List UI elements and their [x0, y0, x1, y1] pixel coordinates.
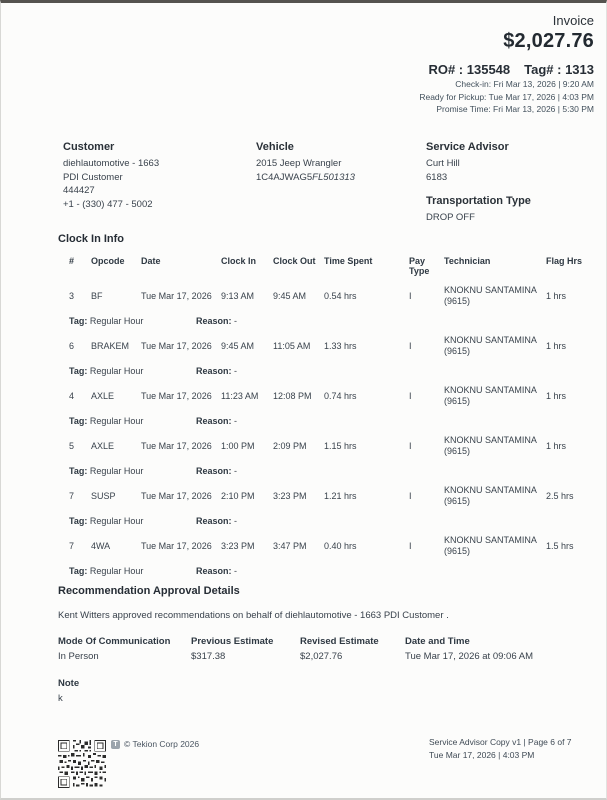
row-num: 7: [69, 491, 75, 501]
row-num: 6: [69, 341, 75, 351]
row-clock-in: 11:23 AM: [221, 391, 259, 401]
row-tag-line: Tag: Regular Hour Reason: -: [69, 466, 238, 476]
approval-col-header-mode: Mode Of Communication: [58, 636, 171, 647]
row-clock-in: 9:45 AM: [221, 341, 255, 351]
customer-id: 444427: [63, 185, 95, 196]
row-clock-out: 9:45 AM: [273, 291, 307, 301]
col-header-time-spent: Time Spent: [324, 256, 373, 266]
row-clock-in: 3:23 PM: [221, 541, 255, 551]
row-pay-type: I: [409, 391, 412, 401]
row-clock-out: 3:23 PM: [273, 491, 307, 501]
row-flag-hrs: 1.5 hrs: [546, 541, 574, 551]
approval-title: Recommendation Approval Details: [58, 585, 240, 597]
row-pay-type: I: [409, 341, 412, 351]
transportation-type-value: DROP OFF: [426, 212, 475, 223]
row-opcode: 4WA: [91, 541, 111, 551]
approval-col-header-prev: Previous Estimate: [191, 636, 274, 647]
row-clock-out: 3:47 PM: [273, 541, 307, 551]
customer-block: [63, 140, 243, 211]
customer-phone: +1 - (330) 477 - 5002: [63, 198, 153, 210]
note-label: Note: [58, 678, 80, 689]
clock-in-info-title: Clock In Info: [58, 233, 124, 245]
row-technician: KNOKNU SANTAMINA (9615): [444, 435, 537, 456]
invoice-header: [419, 12, 594, 116]
copy-version-page: Service Advisor Copy v1 | Page 6 of 7: [429, 737, 572, 747]
ro-tag-line: [419, 62, 594, 78]
row-time-spent: 0.74 hrs: [324, 391, 357, 401]
row-date: Tue Mar 17, 2026: [141, 441, 212, 451]
invoice-label: Invoice: [552, 13, 594, 28]
qr-code: [58, 740, 106, 788]
col-header-opcode: Opcode: [91, 256, 125, 266]
service-advisor-block: [426, 140, 596, 225]
col-header-clock-in: Clock In: [221, 256, 257, 266]
approval-revised-estimate: $2,027.76: [300, 651, 343, 662]
row-opcode: BRAKEM: [91, 341, 130, 351]
approval-datetime-value: Tue Mar 17, 2026 at 09:06 AM: [405, 651, 533, 662]
col-header-clock-out: Clock Out: [273, 256, 316, 266]
row-date: Tue Mar 17, 2026: [141, 491, 212, 501]
row-clock-in: 1:00 PM: [221, 441, 255, 451]
clock-in-table-header: [58, 256, 596, 276]
clock-in-row: [58, 476, 596, 526]
transportation-type-title: Transportation Type: [426, 195, 531, 207]
row-technician: KNOKNU SANTAMINA (9615): [444, 535, 537, 556]
row-time-spent: 1.15 hrs: [324, 441, 357, 451]
row-date: Tue Mar 17, 2026: [141, 341, 212, 351]
col-header-technician: Technician: [444, 256, 491, 266]
col-header-pay-type: Pay Type: [409, 256, 430, 276]
customer-name2: PDI Customer: [63, 171, 123, 183]
row-clock-out: 12:08 PM: [273, 391, 312, 401]
row-clock-in: 2:10 PM: [221, 491, 255, 501]
row-flag-hrs: 1 hrs: [546, 341, 567, 351]
printed-datetime: Tue Mar 17, 2026 | 4:03 PM: [429, 749, 535, 760]
row-num: 3: [69, 291, 75, 301]
row-date: Tue Mar 17, 2026: [141, 291, 212, 301]
row-pay-type: I: [409, 291, 412, 301]
row-pay-type: I: [409, 541, 412, 551]
row-technician: KNOKNU SANTAMINA (9615): [444, 485, 537, 506]
invoice-amount: $2,027.76: [503, 30, 594, 52]
row-flag-hrs: 2.5 hrs: [546, 491, 574, 501]
tekion-logo-icon: T: [111, 740, 120, 749]
ro-number: RO# : 135548: [428, 62, 511, 77]
row-tag-line: Tag: Regular Hour Reason: -: [69, 366, 238, 376]
row-num: 4: [69, 391, 75, 401]
vehicle-vin: 1C4AJWAG5FL501313: [256, 171, 355, 183]
row-opcode: AXLE: [91, 391, 115, 401]
row-time-spent: 1.21 hrs: [324, 491, 357, 501]
row-flag-hrs: 1 hrs: [546, 391, 567, 401]
service-advisor-id: 6183: [426, 171, 448, 183]
row-time-spent: 0.54 hrs: [324, 291, 357, 301]
footer-page-info: [429, 736, 572, 761]
row-clock-out: 2:09 PM: [273, 441, 307, 451]
row-pay-type: I: [409, 441, 412, 451]
row-tag-line: Tag: Regular Hour Reason: -: [69, 316, 238, 326]
approval-previous-estimate: $317.38: [191, 651, 226, 662]
checkin-time: Check-in: Fri Mar 13, 2026 | 9:20 AM: [455, 79, 594, 89]
service-advisor-title: Service Advisor: [426, 141, 509, 153]
clock-in-row: [58, 326, 596, 376]
col-header-flag-hrs: Flag Hrs: [546, 256, 583, 266]
row-flag-hrs: 1 hrs: [546, 441, 567, 451]
row-tag-line: Tag: Regular Hour Reason: -: [69, 566, 238, 576]
row-pay-type: I: [409, 491, 412, 501]
clock-in-row: [58, 426, 596, 476]
footer-copyright: [111, 739, 199, 749]
row-clock-in: 9:13 AM: [221, 291, 255, 301]
vehicle-title: Vehicle: [256, 141, 294, 153]
row-time-spent: 1.33 hrs: [324, 341, 357, 351]
col-header-date: Date: [141, 256, 161, 266]
row-technician: KNOKNU SANTAMINA (9615): [444, 285, 537, 306]
row-date: Tue Mar 17, 2026: [141, 391, 212, 401]
clock-in-row: [58, 526, 596, 576]
promise-time: Promise Time: Fri Mar 13, 2026 | 5:30 PM: [436, 104, 594, 114]
row-num: 7: [69, 541, 75, 551]
col-header-num: #: [69, 256, 75, 266]
tag-number: Tag# : 1313: [524, 62, 594, 77]
row-opcode: AXLE: [91, 441, 115, 451]
approval-mode-value: In Person: [58, 651, 99, 662]
row-technician: KNOKNU SANTAMINA (9615): [444, 385, 537, 406]
vehicle-block: [256, 140, 426, 184]
note-value: k: [58, 693, 63, 704]
row-technician: KNOKNU SANTAMINA (9615): [444, 335, 537, 356]
row-tag-line: Tag: Regular Hour Reason: -: [69, 516, 238, 526]
service-advisor-name: Curt Hill: [426, 158, 460, 169]
row-tag-line: Tag: Regular Hour Reason: -: [69, 416, 238, 426]
ready-for-pickup-time: Ready for Pickup: Tue Mar 17, 2026 | 4:03 PM: [419, 91, 594, 102]
approval-statement: Kent Witters approved recommendations on behalf of diehlautomotive - 1663 PDI Customer .: [58, 610, 449, 621]
vehicle-model: 2015 Jeep Wrangler: [256, 158, 342, 169]
clock-in-row: [58, 276, 596, 326]
approval-columns: [58, 634, 596, 664]
approval-col-header-revised: Revised Estimate: [300, 636, 379, 647]
customer-name: diehlautomotive - 1663: [63, 158, 160, 169]
row-clock-out: 11:05 AM: [273, 341, 311, 351]
customer-title: Customer: [63, 141, 115, 153]
recommendation-approval-section: [58, 584, 596, 706]
row-time-spent: 0.40 hrs: [324, 541, 357, 551]
copyright-text: © Tekion Corp 2026: [124, 739, 200, 749]
row-opcode: SUSP: [91, 491, 116, 501]
clock-in-info-section: [58, 232, 596, 576]
row-num: 5: [69, 441, 75, 451]
row-flag-hrs: 1 hrs: [546, 291, 567, 301]
row-opcode: BF: [91, 291, 103, 301]
approval-col-header-datetime: Date and Time: [405, 636, 470, 647]
clock-in-row: [58, 376, 596, 426]
row-date: Tue Mar 17, 2026: [141, 541, 212, 551]
